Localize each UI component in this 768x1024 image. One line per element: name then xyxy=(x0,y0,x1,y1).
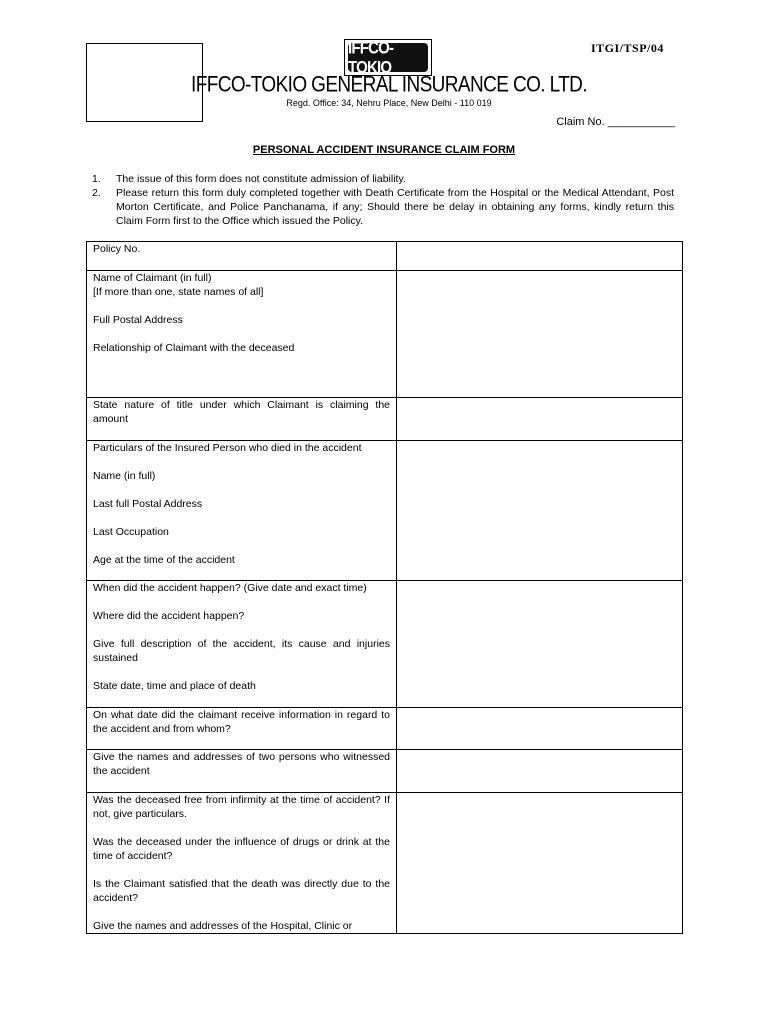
table-row xyxy=(87,441,683,581)
instructions-list xyxy=(92,172,674,228)
answer-cell[interactable] xyxy=(397,750,683,793)
question-cell xyxy=(87,398,397,441)
answer-cell[interactable] xyxy=(397,708,683,750)
question-cell xyxy=(87,708,397,750)
table-row xyxy=(87,581,683,708)
instruction-text: The issue of this form does not constitute admission of liability. xyxy=(116,173,406,185)
question-label: Last full Postal Address xyxy=(93,498,203,510)
question-label: Was the deceased free from infirmity at the time of accident? If not, give particulars. xyxy=(93,794,390,820)
question-label: Name of Claimant (in full) [If more than one, state names of all] xyxy=(93,272,264,298)
table-row xyxy=(87,271,683,398)
question-label: Give full description of the accident, its cause and injuries sustained xyxy=(93,638,390,664)
instruction-text: Please return this form duly completed together with Death Certificate from the Hospital or the Medical Attendant, Post Morton Certificate, and Police Panchanama, if any; Should there be delay in obtaining any forms, kindly return this Claim Form first to the Office which issued the Policy. xyxy=(116,187,674,227)
instruction-item xyxy=(92,172,674,186)
form-code: ITGI/TSP/04 xyxy=(591,41,664,55)
question-label: Was the deceased under the influence of drugs or drink at the time of accident? xyxy=(93,836,390,862)
registered-office: Regd. Office: 34, Nehru Place, New Delhi - 110 019 xyxy=(286,98,492,108)
question-label: Give the names and addresses of the Hospital, Clinic or xyxy=(93,920,353,932)
answer-cell[interactable] xyxy=(397,271,683,398)
claim-number-field[interactable]: Claim No. ___________ xyxy=(556,116,675,128)
answer-cell[interactable] xyxy=(397,441,683,581)
question-label: Age at the time of the accident xyxy=(93,554,235,566)
question-label: Give the names and addresses of two persons who witnessed the accident xyxy=(93,751,390,777)
form-title: PERSONAL ACCIDENT INSURANCE CLAIM FORM xyxy=(252,144,516,156)
question-label: Last Occupation xyxy=(93,526,169,538)
table-row xyxy=(87,398,683,441)
question-label: On what date did the claimant receive information in regard to the accident and from whom? xyxy=(93,709,390,735)
claim-details-table xyxy=(86,241,683,934)
question-label: Relationship of Claimant with the deceased xyxy=(93,342,295,354)
logo-text: IFFCO-TOKIO xyxy=(348,37,394,78)
question-label: Name (in full) xyxy=(93,470,156,482)
question-cell xyxy=(87,441,397,581)
question-label: Full Postal Address xyxy=(93,314,183,326)
question-cell xyxy=(87,793,397,934)
question-label: When did the accident happen? (Give date and exact time) xyxy=(93,582,367,594)
company-logo xyxy=(344,39,432,76)
question-label: Is the Claimant satisfied that the death was directly due to the accident? xyxy=(93,878,390,904)
question-label: State date, time and place of death xyxy=(93,680,256,692)
answer-cell[interactable] xyxy=(397,398,683,441)
table-row xyxy=(87,750,683,793)
instruction-number: 1. xyxy=(92,173,101,185)
question-label: Policy No. xyxy=(93,243,141,255)
question-label: State nature of title under which Claimant is claiming the amount xyxy=(93,399,390,425)
question-cell xyxy=(87,242,397,271)
company-name: IFFCO-TOKIO GENERAL INSURANCE CO. LTD. xyxy=(191,73,587,98)
table-row xyxy=(87,242,683,271)
answer-cell[interactable] xyxy=(397,793,683,934)
instruction-number: 2. xyxy=(92,187,101,199)
instruction-item xyxy=(92,186,674,228)
question-cell xyxy=(87,581,397,708)
question-cell xyxy=(87,271,397,398)
question-label: Where did the accident happen? xyxy=(93,610,245,622)
question-label: Particulars of the Insured Person who died in the accident xyxy=(93,442,362,454)
table-row xyxy=(87,708,683,750)
table-row xyxy=(87,793,683,934)
answer-cell[interactable] xyxy=(397,242,683,271)
logo-badge xyxy=(348,37,428,78)
question-cell xyxy=(87,750,397,793)
answer-cell[interactable] xyxy=(397,581,683,708)
